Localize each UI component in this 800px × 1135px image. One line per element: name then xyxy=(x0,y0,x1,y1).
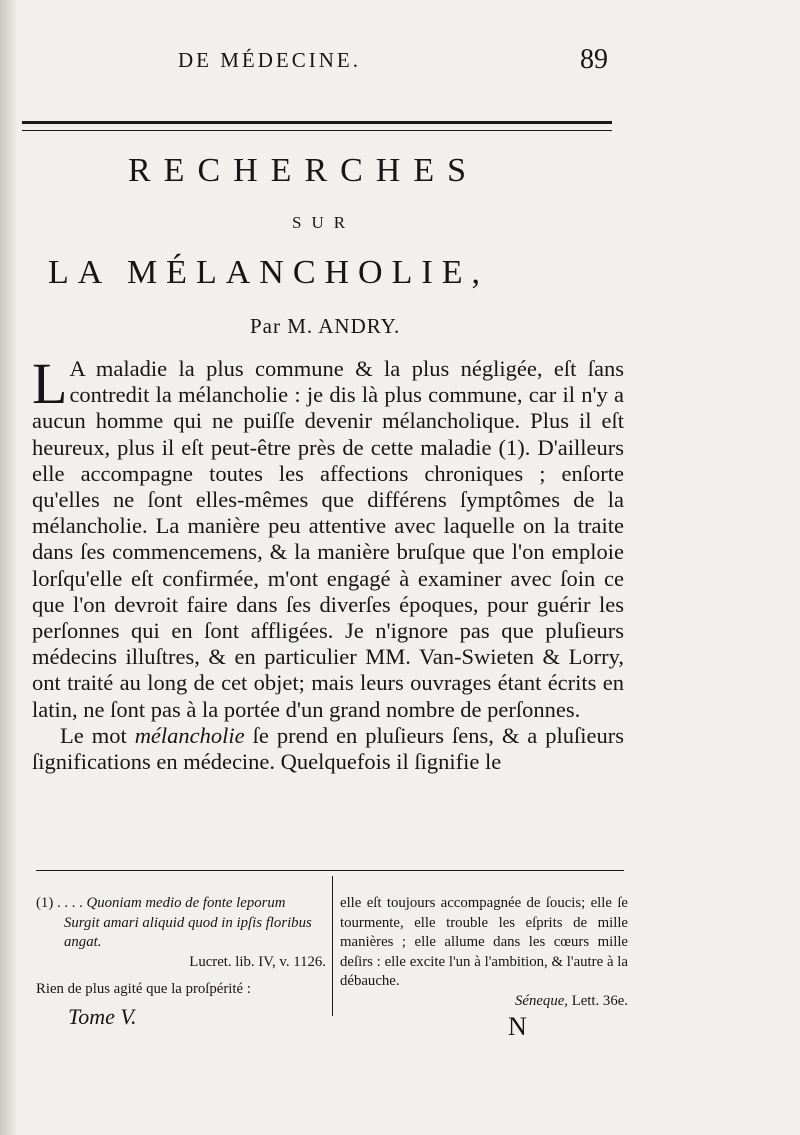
footnote-source-left: Lucret. lib. IV, v. 1126. xyxy=(189,953,326,970)
footnote-quote-line-2 xyxy=(36,914,326,953)
paragraph-2-text-b: ſe prend en pluſieurs ſens, & a pluſieurs ſignifications en médecine. Quelquefois il ſignifie le xyxy=(32,722,624,775)
title-line-2: SUR xyxy=(292,213,356,232)
footnote-marker: (1) . . . . xyxy=(36,895,87,911)
body-text xyxy=(32,351,624,775)
running-head: DE MÉDECINE. xyxy=(178,48,361,72)
footnote-left xyxy=(36,894,326,1000)
footnote-source-author: Séneque xyxy=(515,992,565,1009)
footnote-source-right xyxy=(340,992,628,1012)
drop-cap: L xyxy=(32,351,68,416)
footnote-quote-1: Quoniam medio de fonte leporum xyxy=(86,895,286,911)
paragraph-2-text-a: Le mot xyxy=(60,722,135,748)
page-number: 89 xyxy=(580,44,608,75)
footnote-quote-line-1 xyxy=(36,894,326,914)
footnote-right-text: elle eſt toujours accompagnée de ſoucis; elle ſe tourmente, elle trouble les eſprits de mille manières ; elle allume dans les cœurs mille deſirs : elle excite l'un à l'ambition, & l'autre à la débauche. xyxy=(340,895,628,989)
paragraph-2-italic-term: mélancholie xyxy=(134,722,245,748)
footnote-column-divider xyxy=(332,876,333,1016)
paragraph-1-text: A maladie la plus commune & la plus négligée, eſt ſans contredit la mélancholie : je dis là plus commune, car il n'y a aucun homme qui ne puiſſe devenir mélancholique. Plus il eſt heureux, plus il eſt peut-être près de cette maladie (1). D'ailleurs elle accompagne toutes les affections chroniques ; enſorte qu'elles ne ſont elles-mêmes que différens ſymptômes de la mélancholie. La manière peu attentive avec laquelle on la traite dans ſes commencemens, & la manière bruſque que l'on emploie lorſqu'elle eſt confirmée, m'ont engagé à examiner avec ſoin ce que l'on devroit faire dans ſes diverſes époques, pour guérir les perſonnes qui en ſont affligées. Je n'ignore pas que pluſieurs médecins illuſtres, & en particulier MM. Van-Swieten & Lorry, ont traité au long de cet objet; mais leurs ouvrages étant écrits en latin, ne ſont pas à la portée d'un grand nombre de perſonnes. xyxy=(32,356,624,722)
header-rule xyxy=(22,121,612,131)
footnote-rule xyxy=(36,870,624,871)
author-byline: Par M. ANDRY. xyxy=(250,314,401,338)
paragraph-1 xyxy=(32,351,624,723)
footnote-right xyxy=(340,894,628,1011)
footnote-quote-2: Surgit amari aliquid quod in ipſis floribus angat. xyxy=(64,914,312,950)
footnote-left-last: Rien de plus agité que la proſpérité : xyxy=(36,981,251,997)
paragraph-2 xyxy=(32,723,624,775)
title-line-3: LA MÉLANCHOLIE, xyxy=(48,254,489,291)
page-edge-shadow xyxy=(0,0,18,1135)
title-line-1: RECHERCHES xyxy=(128,152,480,189)
signature-tome: Tome V. xyxy=(68,1004,137,1029)
footnote-source-rest: , Lett. 36e. xyxy=(564,992,628,1009)
signature-mark: N xyxy=(508,1012,527,1041)
footnotes xyxy=(36,876,628,1016)
